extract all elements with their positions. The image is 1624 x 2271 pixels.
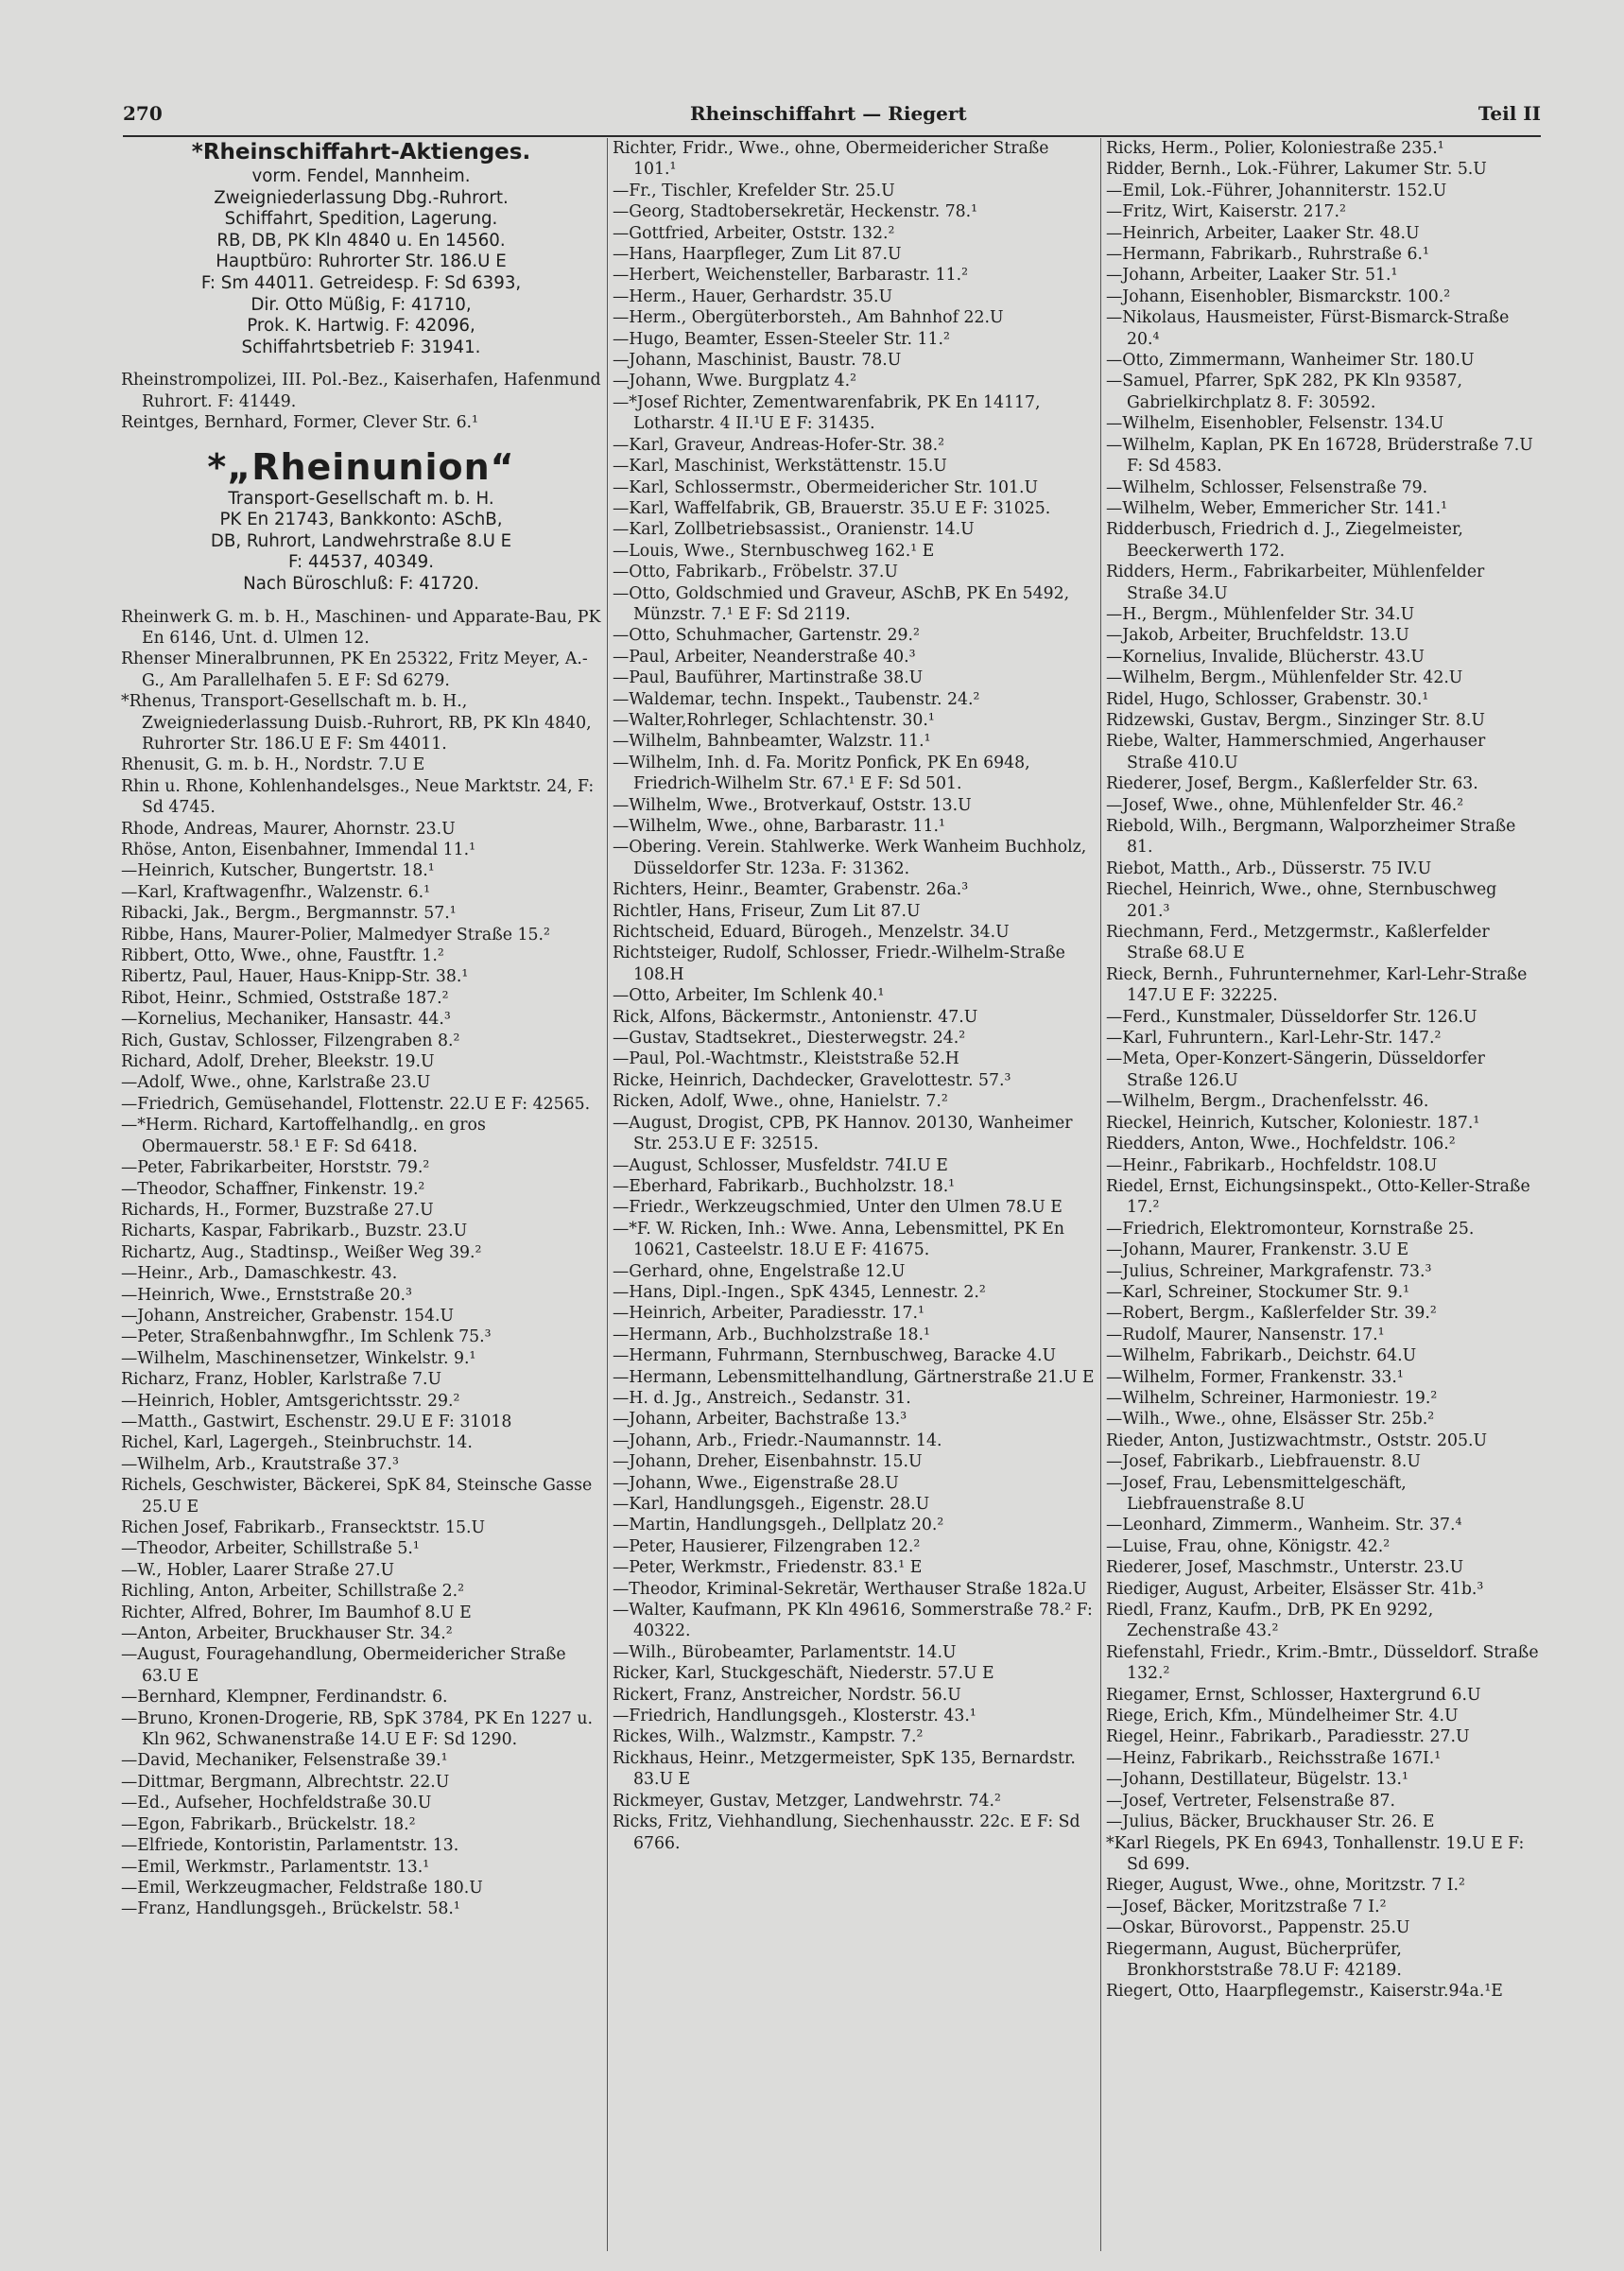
- directory-entry: Riedders, Anton, Wwe., Hochfeldstr. 106.²: [1106, 1135, 1456, 1154]
- directory-entry: Richtsteiger, Rudolf, Schlosser, Friedr.-Wilhelm-Straße 108.H: [613, 944, 1065, 984]
- directory-entry: Ricke, Heinrich, Dachdecker, Gravelottestr. 57.³: [613, 1070, 1011, 1090]
- header-rule: [123, 135, 1541, 137]
- directory-entry: —Gustav, Stadtsekret., Diesterwegstr. 24.²: [613, 1029, 966, 1049]
- directory-entry: —Dittmar, Bergmann, Albrechtstr. 22.U: [121, 1772, 450, 1792]
- directory-entry: —Heinrich, Hobler, Amtsgerichtsstr. 29.²: [121, 1391, 460, 1411]
- directory-entry: Rick, Alfons, Bäckermstr., Antonienstr. 47.U: [613, 1007, 978, 1027]
- directory-entry: Rheinwerk G. m. b. H., Maschinen- und Apparate-Bau, PK En 6146, Unt. d. Ulmen 12.: [121, 607, 601, 648]
- directory-entry: Rheinstrompolizei, III. Pol.-Bez., Kaiserhafen, Hafenmund Ruhrort. F: 41449.: [121, 371, 601, 411]
- ad-line: Nach Büroschluß: F: 41720.: [243, 573, 479, 594]
- directory-entry: —Heinrich, Kutscher, Bungertstr. 18.¹: [121, 861, 435, 881]
- directory-entry: —Ferd., Kunstmaler, Düsseldorfer Str. 126.U: [1106, 1007, 1477, 1027]
- directory-entry: Rieckel, Heinrich, Kutscher, Koloniestr. 187.¹: [1106, 1113, 1480, 1133]
- directory-entry: —Hermann, Lebensmittelhandlung, Gärtnerstraße 21.U E: [613, 1367, 1095, 1387]
- ad-line: DB, Ruhrort, Landwehrstraße 8.U E: [210, 530, 512, 551]
- directory-entry: —*F. W. Ricken, Inh.: Wwe. Anna, Lebensmittel, PK En 10621, Casteelstr. 18.U E F: 41675.: [613, 1219, 1064, 1260]
- directory-entry: —Karl, Graveur, Andreas-Hofer-Str. 38.²: [613, 435, 945, 455]
- directory-entry: —Otto, Arbeiter, Im Schlenk 40.¹: [613, 986, 885, 1006]
- directory-entry: —Paul, Pol.-Wachtmstr., Kleiststraße 52.H: [613, 1049, 959, 1069]
- directory-entry: —Josef, Bäcker, Moritzstraße 7 I.²: [1106, 1897, 1387, 1916]
- directory-entry: —Karl, Schreiner, Stockumer Str. 9.¹: [1106, 1282, 1410, 1302]
- directory-entry: Ricks, Herm., Polier, Koloniestraße 235.¹: [1106, 139, 1444, 158]
- directory-entry: —Wilhelm, Arb., Krautstraße 37.³: [121, 1454, 399, 1474]
- directory-entry: —Friedrich, Handlungsgeh., Klosterstr. 43.¹: [613, 1707, 976, 1726]
- directory-entry: Ribbert, Otto, Wwe., ohne, Faustftr. 1.²: [121, 946, 444, 966]
- directory-entry: —Karl, Zollbetriebsassist., Oranienstr. 14.U: [613, 520, 975, 540]
- ad-line: F: Sm 44011. Getreidesp. F: Sd 6393,: [200, 272, 522, 293]
- directory-entry: Rickmeyer, Gustav, Metzger, Landwehrstr. 74.²: [613, 1791, 1001, 1811]
- directory-entry: —Luise, Frau, ohne, Königstr. 42.²: [1106, 1536, 1391, 1556]
- directory-entry: —Johann, Arbeiter, Bachstraße 13.³: [613, 1410, 907, 1430]
- ad-line: RB, DB, PK Kln 4840 u. En 14560.: [216, 230, 506, 251]
- page-number: 270: [123, 102, 163, 125]
- directory-entry: Richters, Heinr., Beamter, Grabenstr. 26a.³: [613, 880, 969, 900]
- directory-entry: Riebot, Matth., Arb., Düsserstr. 75 IV.U: [1106, 858, 1432, 878]
- column-3: [1106, 138, 1545, 2256]
- directory-entry: —Theodor, Schaffner, Finkenstr. 19.²: [121, 1179, 425, 1199]
- directory-entry: —Elfriede, Kontoristin, Parlamentstr. 13.: [121, 1836, 459, 1856]
- directory-entry: Riegert, Otto, Haarpflegemstr., Kaiserstr.94a.¹E: [1106, 1982, 1503, 2002]
- directory-entry: Ridzewski, Gustav, Bergm., Sinzinger Str. 8.U: [1106, 710, 1485, 730]
- directory-entry: —Theodor, Arbeiter, Schillstraße 5.¹: [121, 1539, 420, 1559]
- directory-entry: —Johann, Destillateur, Bügelstr. 13.¹: [1106, 1770, 1408, 1790]
- directory-entry: —Robert, Bergm., Kaßlerfelder Str. 39.²: [1106, 1304, 1437, 1324]
- directory-entry: —Eberhard, Fabrikarb., Buchholzstr. 18.¹: [613, 1176, 956, 1196]
- directory-entry: —Wilhelm, Bergm., Drachenfelsstr. 46.: [1106, 1092, 1429, 1112]
- directory-entry: —Julius, Schreiner, Markgrafenstr. 73.³: [1106, 1261, 1432, 1281]
- directory-entry: Ricks, Fritz, Viehhandlung, Siechenhausstr. 22c. E F: Sd 6766.: [613, 1812, 1080, 1853]
- directory-entry: Riegermann, August, Bücherprüfer, Bronkhorststraße 78.U F: 42189.: [1106, 1939, 1402, 1980]
- directory-entry: —August, Drogist, CPB, PK Hannov. 20130, Wanheimer Str. 253.U E F: 32515.: [613, 1113, 1073, 1154]
- directory-entry: —Paul, Bauführer, Martinstraße 38.U: [613, 668, 924, 688]
- directory-entry: Richarz, Franz, Hobler, Karlstraße 7.U: [121, 1370, 442, 1390]
- directory-entry: Ricken, Adolf, Wwe., ohne, Hanielstr. 7.²: [613, 1092, 948, 1112]
- directory-entry: —Georg, Stadtobersekretär, Heckenstr. 78.¹: [613, 202, 978, 222]
- directory-entry: —Otto, Schuhmacher, Gartenstr. 29.²: [613, 626, 920, 646]
- directory-entry: Richen Josef, Fabrikarb., Fransecktstr. 15.U: [121, 1518, 486, 1537]
- directory-entry: —Johann, Eisenhobler, Bismarckstr. 100.²: [1106, 286, 1451, 306]
- directory-entry: —H., Bergm., Mühlenfelder Str. 34.U: [1106, 604, 1415, 624]
- directory-entry: —Heinr., Arb., Damaschkestr. 43.: [121, 1264, 398, 1284]
- directory-entry: —Friedrich, Gemüsehandel, Flottenstr. 22.U E F: 42565.: [121, 1094, 591, 1114]
- directory-entry: —Samuel, Pfarrer, SpK 282, PK Kln 93587, Gabrielkirchplatz 8. F: 30592.: [1106, 372, 1462, 412]
- directory-entry: Rhöse, Anton, Eisenbahner, Immendal 11.¹: [121, 841, 476, 859]
- directory-entry: —Karl, Schlossermstr., Obermeidericher Str. 101.U: [613, 477, 1039, 497]
- directory-entry: —Peter, Hausierer, Filzengraben 12.²: [613, 1536, 921, 1556]
- directory-entry: —Gottfried, Arbeiter, Oststr. 132.²: [613, 223, 895, 243]
- directory-entry: Rhin u. Rhone, Kohlenhandelsges., Neue Marktstr. 24, F: Sd 4745.: [121, 776, 595, 818]
- directory-entry: —Theodor, Kriminal-Sekretär, Werthauser Straße 182a.U: [613, 1579, 1087, 1599]
- directory-entry: Richtler, Hans, Friseur, Zum Lit 87.U: [613, 901, 921, 921]
- column-2: [613, 138, 1097, 2256]
- directory-entry: —Kornelius, Mechaniker, Hansastr. 44.³: [121, 1010, 451, 1030]
- directory-entry: Ribbe, Hans, Maurer-Polier, Malmedyer Straße 15.²: [121, 925, 550, 945]
- directory-entry: —Hugo, Beamter, Essen-Steeler Str. 11.²: [613, 329, 950, 349]
- directory-entry: —Wilhelm, Kaplan, PK En 16728, Brüderstraße 7.U F: Sd 4583.: [1106, 435, 1533, 477]
- directory-entry: —Adolf, Wwe., ohne, Karlstraße 23.U: [121, 1073, 431, 1093]
- directory-entry: —Wilhelm, Former, Frankenstr. 33.¹: [1106, 1367, 1404, 1387]
- entries-a: [121, 370, 601, 433]
- ad-line: PK En 21743, Bankkonto: ASchB,: [219, 510, 503, 530]
- directory-entry: —Josef, Vertreter, Felsenstraße 87.: [1106, 1791, 1395, 1811]
- directory-entry: —Martin, Handlungsgeh., Dellplatz 20.²: [613, 1516, 944, 1535]
- directory-entry: —Gerhard, ohne, Engelstraße 12.U: [613, 1261, 906, 1281]
- directory-entry: —Wilhelm, Wwe., Brotverkauf, Oststr. 13.U: [613, 795, 972, 815]
- directory-entry: Richarts, Kaspar, Fabrikarb., Buzstr. 23.U: [121, 1222, 468, 1241]
- directory-entry: —Herm., Obergüterborsteh., Am Bahnhof 22.U: [613, 308, 1004, 328]
- directory-entry: Riefenstahl, Friedr., Krim.-Bmtr., Düsseldorf. Straße 132.²: [1106, 1642, 1539, 1684]
- directory-entry: —Obering. Verein. Stahlwerke. Werk Wanheim Buchholz, Düsseldorfer Str. 123a. F: 31362.: [613, 838, 1087, 878]
- directory-entry: Riebe, Walter, Hammerschmied, Angerhauser Straße 410.U: [1106, 732, 1486, 772]
- column-divider: [1100, 138, 1101, 2251]
- directory-entry: —Paul, Arbeiter, Neanderstraße 40.³: [613, 647, 916, 667]
- directory-entry: —Karl, Fuhruntern., Karl-Lehr-Str. 147.²: [1106, 1029, 1442, 1049]
- directory-entry: —Wilhelm, Inh. d. Fa. Moritz Ponfick, PK En 6948, Friedrich-Wilhelm Str. 67.¹ E F: Sd 501.: [613, 753, 1030, 794]
- directory-entry: —Wilhelm, Eisenhobler, Felsenstr. 134.U: [1106, 414, 1444, 434]
- ad-line: vorm. Fendel, Mannheim.: [251, 166, 471, 186]
- directory-entry: —Otto, Goldschmied und Graveur, ASchB, PK En 5492, Münzstr. 7.¹ E F: Sd 2119.: [613, 583, 1070, 624]
- directory-entry: —Josef, Frau, Lebensmittelgeschäft, Liebfrauenstraße 8.U: [1106, 1473, 1407, 1514]
- directory-entry: —Johann, Anstreicher, Grabenstr. 154.U: [121, 1306, 455, 1326]
- directory-entry: Riediger, August, Arbeiter, Elsässer Str. 41b.³: [1106, 1579, 1484, 1599]
- directory-entry: Richling, Anton, Arbeiter, Schillstraße 2.²: [121, 1582, 465, 1602]
- directory-entry: *Karl Riegels, PK En 6943, Tonhallenstr. 19.U E F: Sd 699.: [1106, 1833, 1525, 1874]
- directory-entry: Riechel, Heinrich, Wwe., ohne, Sternbuschweg 201.³: [1106, 880, 1497, 921]
- directory-entry: Richtscheid, Eduard, Bürogeh., Menzelstr. 34.U: [613, 923, 1010, 943]
- directory-entry: Ridder, Bernh., Lok.-Führer, Lakumer Str. 5.U: [1106, 160, 1487, 180]
- directory-entry: Riegamer, Ernst, Schlosser, Haxtergrund 6.U: [1106, 1685, 1481, 1705]
- directory-entry: —Karl, Kraftwagenfhr., Walzenstr. 6.¹: [121, 882, 431, 902]
- directory-entry: —Heinrich, Wwe., Ernststraße 20.³: [121, 1285, 412, 1305]
- directory-entry: Ribacki, Jak., Bergm., Bergmannstr. 57.¹: [121, 904, 457, 924]
- directory-entry: —Matth., Gastwirt, Eschenstr. 29.U E F: 31018: [121, 1412, 512, 1431]
- directory-entry: —Wilhelm, Schreiner, Harmoniestr. 19.²: [1106, 1388, 1438, 1408]
- directory-entry: Rickhaus, Heinr., Metzgermeister, SpK 135, Bernardstr. 83.U E: [613, 1748, 1076, 1790]
- directory-entry: Rieger, August, Wwe., ohne, Moritzstr. 7 I.²: [1106, 1876, 1465, 1896]
- directory-entry: —Bruno, Kronen-Drogerie, RB, SpK 3784, PK En 1227 u. Kln 962, Schwanenstraße 14.U E F: Sd 1290.: [121, 1708, 593, 1750]
- ad-line: Prok. K. Hartwig. F: 42096,: [247, 316, 475, 337]
- directory-entry: —Wilhelm, Bahnbeamter, Walzstr. 11.¹: [613, 732, 931, 752]
- directory-entry: —Peter, Fabrikarbeiter, Horststr. 79.²: [121, 1158, 430, 1178]
- column-divider: [607, 138, 608, 2251]
- directory-entry: —Egon, Fabrikarb., Brückelstr. 18.²: [121, 1814, 416, 1834]
- directory-entry: —Karl, Maschinist, Werkstättenstr. 15.U: [613, 457, 947, 477]
- entries-b: [121, 607, 601, 1920]
- directory-entry: Ridel, Hugo, Schlosser, Grabenstr. 30.¹: [1106, 689, 1429, 709]
- directory-entry: —Bernhard, Klempner, Ferdinandstr. 6.: [121, 1688, 448, 1708]
- directory-entry: Richter, Alfred, Bohrer, Im Baumhof 8.U E: [121, 1603, 472, 1622]
- directory-entry: Riegel, Heinr., Fabrikarb., Paradiesstr. 27.U: [1106, 1727, 1470, 1747]
- directory-entry: —Hermann, Fuhrmann, Sternbuschweg, Baracke 4.U: [613, 1346, 1057, 1366]
- directory-entry: —Otto, Zimmermann, Wanheimer Str. 180.U: [1106, 351, 1475, 371]
- directory-entry: —Louis, Wwe., Sternbuschweg 162.¹ E: [613, 541, 935, 561]
- directory-entry: —Nikolaus, Hausmeister, Fürst-Bismarck-Straße 20.⁴: [1106, 308, 1510, 349]
- directory-entry: —Heinr., Fabrikarb., Hochfeldstr. 108.U: [1106, 1155, 1438, 1175]
- directory-entry: —Meta, Oper-Konzert-Sängerin, Düsseldorfer Straße 126.U: [1106, 1049, 1485, 1090]
- directory-entry: —Wilhelm, Weber, Emmericher Str. 141.¹: [1106, 498, 1447, 518]
- directory-entry: Riederer, Josef, Bergm., Kaßlerfelder Str. 63.: [1106, 774, 1478, 794]
- directory-entry: Riederer, Josef, Maschmstr., Unterstr. 23.U: [1106, 1558, 1464, 1578]
- running-title: Rheinschiffahrt — Riegert: [690, 102, 967, 125]
- directory-entry: —Julius, Bäcker, Bruckhauser Str. 26. E: [1106, 1812, 1435, 1832]
- directory-entry: —August, Schlosser, Musfeldstr. 74I.U E: [613, 1155, 948, 1175]
- directory-entry: —Karl, Waffelfabrik, GB, Brauerstr. 35.U E F: 31025.: [613, 498, 1051, 518]
- directory-entry: —Friedrich, Elektromonteur, Kornstraße 25.: [1106, 1219, 1475, 1239]
- ad-title: *Rheinschiffahrt-Aktienges.: [191, 140, 531, 165]
- part-label: Teil II: [1477, 102, 1541, 125]
- directory-entry: —Wilhelm, Fabrikarb., Deichstr. 64.U: [1106, 1346, 1417, 1366]
- ad-line: Transport-Gesellschaft m. b. H.: [228, 488, 494, 509]
- directory-entry: Richel, Karl, Lagergeh., Steinbruchstr. 14.: [121, 1433, 473, 1453]
- directory-entry: Ricker, Karl, Stuckgeschäft, Niederstr. 57.U E: [613, 1664, 994, 1684]
- directory-entry: —Otto, Fabrikarb., Fröbelstr. 37.U: [613, 563, 898, 582]
- directory-entry: Richartz, Aug., Stadtinsp., Weißer Weg 39.²: [121, 1242, 482, 1262]
- directory-entry: —Heinz, Fabrikarb., Reichsstraße 167I.¹: [1106, 1748, 1442, 1768]
- directory-entry: Richter, Fridr., Wwe., ohne, Obermeidericher Straße 101.¹: [613, 139, 1049, 180]
- directory-entry: —Wilhelm, Schlosser, Felsenstraße 79.: [1106, 477, 1428, 497]
- ad-line: Schiffahrtsbetrieb F: 31941.: [241, 337, 481, 357]
- directory-entry: —Johann, Maschinist, Baustr. 78.U: [613, 351, 902, 371]
- directory-entry: —Wilhelm, Maschinensetzer, Winkelstr. 9.¹: [121, 1348, 476, 1368]
- directory-entry: Rieder, Anton, Justizwachtmstr., Oststr. 205.U: [1106, 1430, 1488, 1450]
- directory-entry: —Heinrich, Arbeiter, Laaker Str. 48.U: [1106, 223, 1420, 243]
- directory-entry: —Karl, Handlungsgeh., Eigenstr. 28.U: [613, 1495, 930, 1514]
- directory-entry: —Johann, Arbeiter, Laaker Str. 51.¹: [1106, 266, 1398, 286]
- ad-line: Dir. Otto Müßig, F: 41710,: [251, 294, 472, 315]
- directory-entry: Rich, Gustav, Schlosser, Filzengraben 8.²: [121, 1031, 460, 1050]
- directory-entry: —Johann, Maurer, Frankenstr. 3.U E: [1106, 1240, 1409, 1260]
- directory-entry: —Kornelius, Invalide, Blücherstr. 43.U: [1106, 647, 1425, 667]
- directory-entry: —Oskar, Bürovorst., Pappenstr. 25.U: [1106, 1918, 1410, 1938]
- directory-entry: —Anton, Arbeiter, Bruckhauser Str. 34.²: [121, 1624, 453, 1644]
- ad-line: Hauptbüro: Ruhrorter Str. 186.U E: [216, 251, 507, 272]
- directory-entry: —Hermann, Arb., Buchholzstraße 18.¹: [613, 1325, 930, 1344]
- directory-entry: —W., Hobler, Laarer Straße 27.U: [121, 1560, 395, 1580]
- directory-entry: —Wilh., Wwe., ohne, Elsässer Str. 25b.²: [1106, 1410, 1435, 1430]
- directory-entry: Richels, Geschwister, Bäckerei, SpK 84, Steinsche Gasse 25.U E: [121, 1476, 593, 1517]
- directory-entry: Richard, Adolf, Dreher, Bleekstr. 19.U: [121, 1052, 435, 1072]
- directory-entry: —Friedr., Werkzeugschmied, Unter den Ulmen 78.U E: [613, 1198, 1063, 1218]
- directory-entry: Riechmann, Ferd., Metzgermstr., Kaßlerfelder Straße 68.U E: [1106, 923, 1490, 963]
- directory-entry: —Wilhelm, Wwe., ohne, Barbarastr. 11.¹: [613, 817, 945, 836]
- directory-entry: Ribertz, Paul, Hauer, Haus-Knipp-Str. 38.¹: [121, 967, 469, 987]
- directory-entry: —Jakob, Arbeiter, Bruchfeldstr. 13.U: [1106, 626, 1409, 646]
- directory-entry: Riedl, Franz, Kaufm., DrB, PK En 9292, Zechenstraße 43.²: [1106, 1601, 1434, 1641]
- directory-entry: Riege, Erich, Kfm., Mündelheimer Str. 4.U: [1106, 1707, 1459, 1726]
- column-1: [121, 138, 601, 2256]
- directory-entry: —Josef, Fabrikarb., Liebfrauenstr. 8.U: [1106, 1452, 1421, 1472]
- directory-entry: —H. d. Jg., Anstreich., Sedanstr. 31.: [613, 1388, 911, 1408]
- directory-entry: —Johann, Arb., Friedr.-Naumannstr. 14.: [613, 1430, 942, 1450]
- directory-entry: —Ed., Aufseher, Hochfeldstraße 30.U: [121, 1794, 432, 1813]
- directory-entry: Richards, H., Former, Buzstraße 27.U: [121, 1200, 434, 1220]
- directory-entry: Rhenser Mineralbrunnen, PK En 25322, Fritz Meyer, A.-G., Am Parallelhafen 5. E F: Sd 6279.: [121, 650, 588, 690]
- directory-entry: —Emil, Werkmstr., Parlamentstr. 13.¹: [121, 1857, 430, 1877]
- ad-rheinschiffahrt: [121, 138, 601, 358]
- directory-entry: —*Josef Richter, Zementwarenfabrik, PK En 14117, Lotharstr. 4 II.¹U E F: 31435.: [613, 392, 1041, 434]
- directory-entry: *Rhenus, Transport-Gesellschaft m. b. H., Zweigniederlassung Duisb.-Ruhrort, RB, PK Kln 4840, Ruhrorter Str. 186.U E F: Sm 44011.: [121, 692, 592, 754]
- ad-title: *„Rheinunion“: [207, 445, 515, 488]
- directory-entry: —Hermann, Fabrikarb., Ruhrstraße 6.¹: [1106, 245, 1429, 265]
- directory-entry: —Fr., Tischler, Krefelder Str. 25.U: [613, 181, 895, 200]
- directory-entry: —Heinrich, Arbeiter, Paradiesstr. 17.¹: [613, 1304, 924, 1324]
- directory-entry: Rieck, Bernh., Fuhrunternehmer, Karl-Lehr-Straße 147.U E F: 32225.: [1106, 964, 1528, 1006]
- directory-entry: —David, Mechaniker, Felsenstraße 39.¹: [121, 1751, 448, 1771]
- directory-entry: —Emil, Lok.-Führer, Johanniterstr. 152.U: [1106, 181, 1447, 200]
- directory-entry: Ribot, Heinr., Schmied, Oststraße 187.²: [121, 988, 449, 1008]
- directory-entry: —Hans, Dipl.-Ingen., SpK 4345, Lennestr. 2.²: [613, 1282, 986, 1302]
- directory-entry: —Walter, Kaufmann, PK Kln 49616, Sommerstraße 78.² F: 40322.: [613, 1601, 1093, 1641]
- directory-entry: —Johann, Wwe., Eigenstraße 28.U: [613, 1473, 899, 1493]
- directory-entry: —Fritz, Wirt, Kaiserstr. 217.²: [1106, 202, 1346, 222]
- directory-entry: —Wilhelm, Bergm., Mühlenfelder Str. 42.U: [1106, 668, 1463, 688]
- directory-entry: —Peter, Werkmstr., Friedenstr. 83.¹ E: [613, 1558, 923, 1578]
- directory-entry: Riedel, Ernst, Eichungsinspekt., Otto-Keller-Straße 17.²: [1106, 1176, 1530, 1218]
- ad-line: Zweigniederlassung Dbg.-Ruhrort.: [214, 187, 509, 208]
- directory-entry: Ridders, Herm., Fabrikarbeiter, Mühlenfelder Straße 34.U: [1106, 563, 1485, 603]
- directory-entry: —Herbert, Weichensteller, Barbarastr. 11.²: [613, 266, 969, 286]
- ad-line: Schiffahrt, Spedition, Lagerung.: [224, 209, 498, 230]
- directory-entry: Reintges, Bernhard, Former, Clever Str. 6.¹: [121, 413, 478, 433]
- directory-entry: —Herm., Hauer, Gerhardstr. 35.U: [613, 286, 893, 306]
- page-header: [123, 102, 1541, 136]
- directory-entry: —Walter,Rohrleger, Schlachtenstr. 30.¹: [613, 710, 935, 730]
- directory-entry: Rickes, Wilh., Walzmstr., Kampstr. 7.²: [613, 1727, 924, 1747]
- directory-entry: —Peter, Straßenbahnwgfhr., Im Schlenk 75.³: [121, 1327, 492, 1347]
- directory-entry: —Hans, Haarpfleger, Zum Lit 87.U: [613, 245, 902, 265]
- ad-rheinunion: [121, 445, 601, 596]
- directory-entry: Ridderbusch, Friedrich d. J., Ziegelmeister, Beeckerwerth 172.: [1106, 520, 1463, 561]
- directory-entry: —Emil, Werkzeugmacher, Feldstraße 180.U: [121, 1878, 483, 1898]
- directory-entry: —Waldemar, techn. Inspekt., Taubenstr. 24.²: [613, 689, 980, 709]
- directory-entry: —Johann, Wwe. Burgplatz 4.²: [613, 372, 857, 391]
- ad-line: F: 44537, 40349.: [287, 552, 434, 573]
- directory-entry: —*Herm. Richard, Kartoffelhandlg,. en gros Obermauerstr. 58.¹ E F: Sd 6418.: [121, 1116, 486, 1156]
- directory-entry: Riebold, Wilh., Bergmann, Walporzheimer Straße 81.: [1106, 817, 1516, 858]
- directory-entry: —Franz, Handlungsgeh., Brückelstr. 58.¹: [121, 1899, 460, 1919]
- directory-entry: —Josef, Wwe., ohne, Mühlenfelder Str. 46.²: [1106, 795, 1464, 815]
- directory-entry: —August, Fouragehandlung, Obermeidericher Straße 63.U E: [121, 1645, 566, 1686]
- directory-entry: —Wilh., Bürobeamter, Parlamentstr. 14.U: [613, 1642, 957, 1662]
- directory-entry: Rhode, Andreas, Maurer, Ahornstr. 23.U: [121, 819, 456, 839]
- directory-entry: Rhenusit, G. m. b. H., Nordstr. 7.U E: [121, 755, 425, 775]
- directory-entry: —Rudolf, Maurer, Nansenstr. 17.¹: [1106, 1325, 1385, 1344]
- directory-entry: —Johann, Dreher, Eisenbahnstr. 15.U: [613, 1452, 923, 1472]
- directory-entry: Rickert, Franz, Anstreicher, Nordstr. 56.U: [613, 1685, 961, 1705]
- directory-entry: —Leonhard, Zimmerm., Wanheim. Str. 37.⁴: [1106, 1516, 1462, 1535]
